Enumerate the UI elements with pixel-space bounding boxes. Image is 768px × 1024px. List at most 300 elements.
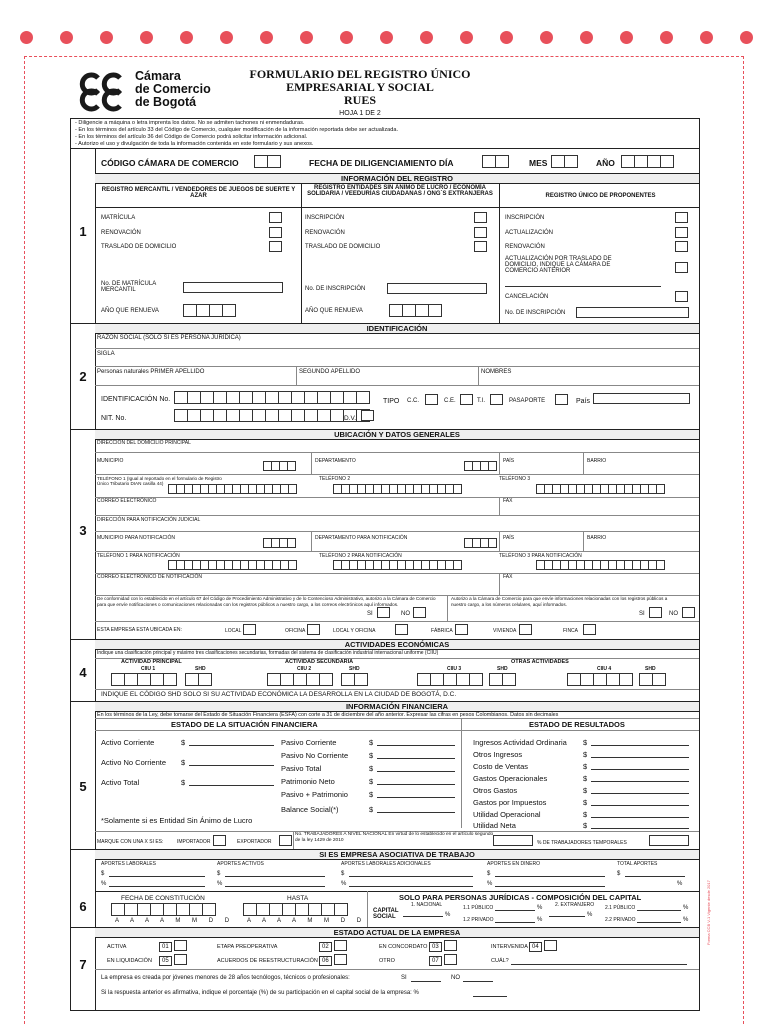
solo-title: SOLO PARA PERSONAS JURÍDICAS - COMPOSICIÓN DEL CAPITAL: [399, 893, 642, 902]
tel1-input[interactable]: [168, 484, 296, 494]
al-pct-input[interactable]: [109, 886, 205, 887]
shd1-label: SHD: [195, 666, 206, 672]
jov-no-input[interactable]: [463, 981, 493, 982]
nombres-label: NOMBRES: [481, 369, 512, 375]
section-5-title: INFORMACIÓN FINANCIERA: [95, 701, 699, 712]
c02-code: 02: [319, 942, 332, 952]
anc-input[interactable]: [189, 765, 274, 766]
finca-label: FINCA: [563, 628, 578, 634]
ala-pct-input[interactable]: [349, 886, 473, 887]
uo-input[interactable]: [591, 817, 689, 818]
og-input[interactable]: [591, 793, 689, 794]
teln2-input[interactable]: [333, 560, 461, 570]
section-2-number: 2: [79, 369, 87, 384]
p21-pct: %: [683, 905, 689, 911]
ta-input[interactable]: [625, 876, 685, 877]
fabrica-label: FÁBRICA: [431, 628, 453, 634]
ciiu2-label: CIIU 2: [297, 666, 312, 672]
esf-title: ESTADO DE LA SITUACIÓN FINANCIERA: [171, 720, 318, 729]
tel3-label: TELÉFONO 3: [499, 476, 531, 482]
conf2-no: NO: [669, 611, 678, 617]
hasta-input[interactable]: [243, 903, 347, 916]
depn-label: DEPARTAMENTO PARA NOTIFICACIÓN: [315, 535, 408, 541]
uo-label: Utilidad Operacional: [473, 810, 541, 819]
col1-item-2: RENOVACIÓN: [101, 230, 141, 236]
col2-year-input[interactable]: [389, 304, 441, 317]
pais-label: País: [576, 398, 591, 405]
go-cur: $: [583, 774, 588, 783]
vivienda-check[interactable]: [519, 624, 532, 635]
trab-input[interactable]: [493, 835, 533, 846]
tel2-label: TELÉFONO 2: [319, 476, 351, 482]
pas-check[interactable]: [555, 394, 568, 405]
shd-note: INDIQUE EL CÓDIGO SHD SOLO SI SU ACTIVIDAD ECONÓMICA LA DESARROLLA EN LA CIUDAD DE BOGOTÁ, D.C.: [101, 691, 457, 698]
nit-input[interactable]: [174, 409, 369, 422]
col3-check-4[interactable]: [675, 262, 688, 273]
section-6-number: 6: [79, 899, 87, 914]
year-input[interactable]: [621, 155, 673, 168]
col3-check-2[interactable]: [675, 227, 688, 238]
col2-item-1: INSCRIPCIÓN: [305, 215, 345, 221]
exp-check[interactable]: [279, 835, 292, 846]
bs-cur: $: [369, 805, 374, 814]
col2-check-2[interactable]: [474, 227, 487, 238]
razon-label: RAZÓN SOCIAL (SOLO SI ES PERSONA JURÍDICA): [97, 335, 241, 341]
ac-cur: $: [181, 738, 186, 747]
col3-title: REGISTRO ÚNICO DE PROPONENTES: [545, 193, 656, 199]
sheet-number: HOJA 1 DE 2: [339, 110, 381, 117]
sigla-label: SIGLA: [97, 351, 115, 357]
ap2-label: SEGUNDO APELLIDO: [299, 369, 361, 375]
shd4-input[interactable]: [639, 673, 665, 686]
nac-pct: %: [445, 912, 451, 918]
pp-label: Pasivo + Patrimonio: [281, 790, 348, 799]
ad-cur: $: [487, 871, 491, 877]
marque-label: MARQUE CON UNA X SI ES:: [97, 839, 164, 845]
at-label: Activo Total: [101, 778, 140, 787]
col2-item-2: RENOVACIÓN: [305, 230, 345, 236]
conf2-no-check[interactable]: [682, 607, 695, 618]
sol-note: *Solamente si es Entidad Sin Ánimo de Lucro: [101, 816, 253, 825]
col2-check-1[interactable]: [474, 212, 487, 223]
tel3-input[interactable]: [536, 484, 664, 494]
col3-check-1[interactable]: [675, 212, 688, 223]
teln2-label: TELÉFONO 2 PARA NOTIFICACIÓN: [319, 553, 402, 559]
otro-check[interactable]: [444, 954, 457, 965]
dv-label: D.V.: [344, 415, 357, 422]
col1-title: REGISTRO MERCANTIL / VENDEDORES DE JUEGOS DE SUERTE Y AZAR: [101, 187, 296, 199]
aa-cur: $: [217, 871, 221, 877]
ti-label: T.I.: [477, 398, 486, 404]
note-3: - En los términos del artículo 36 del Código de Comercio podrá solicitar información adicional.: [75, 134, 308, 140]
col2-year-label: AÑO QUE RENUEVA: [305, 308, 363, 314]
tel1-label: TELÉFONO 1 (Igual al reportado en el formulario de Registro Único Tributario DIAN casilla 44): [97, 476, 222, 486]
c01-code: 01: [159, 942, 172, 952]
lo-check[interactable]: [395, 624, 408, 635]
section-3-title: UBICACIÓN Y DATOS GENERALES: [95, 429, 699, 440]
imp-check[interactable]: [213, 835, 226, 846]
al-cur: $: [101, 871, 105, 877]
pais3-label: PAÍS: [503, 458, 515, 464]
activa-check[interactable]: [174, 940, 187, 951]
col1-check-3[interactable]: [269, 241, 282, 252]
pn-label: Patrimonio Neto: [281, 777, 335, 786]
col1-item-3: TRASLADO DE DOMICILIO: [101, 244, 177, 250]
section-6-title: SI ES EMPRESA ASOCIATIVA DE TRABAJO: [95, 849, 699, 860]
correo-label: CORREO ELECTRÓNICO: [97, 498, 157, 504]
munn-code[interactable]: [263, 538, 295, 548]
temp-input[interactable]: [649, 835, 689, 846]
p21-label: 2.1 PÚBLICO: [605, 905, 636, 911]
tel2-input[interactable]: [333, 484, 461, 494]
gi-cur: $: [583, 798, 588, 807]
lo-label: LOCAL Y OFICINA: [333, 628, 376, 634]
fc-format: A A A A M M D D: [115, 918, 235, 924]
ala-label: APORTES LABORALES ADICIONALES: [341, 861, 431, 867]
dir-label: DIRECCIÓN DEL DOMICILIO PRINCIPAL: [97, 440, 191, 446]
section-7-number: 7: [79, 957, 87, 972]
logo-icon: [78, 70, 130, 112]
faxn-label: FAX: [503, 574, 513, 580]
cual-label: CUÁL?: [491, 958, 509, 964]
etapa-check[interactable]: [334, 940, 347, 951]
shd2-input[interactable]: [341, 673, 367, 686]
aa-pct: %: [217, 881, 223, 887]
dirn-label: DIRECCIÓN PARA NOTIFICACIÓN JUDICIAL: [97, 517, 201, 523]
nac-input[interactable]: [403, 916, 443, 917]
barrio-label: BARRIO: [587, 458, 607, 464]
p12-input[interactable]: [495, 922, 535, 923]
liq-label: EN LIQUIDACIÓN: [107, 958, 152, 964]
ac-label: Activo Corriente: [101, 738, 155, 747]
section-4-number: 4: [79, 665, 87, 680]
cc-label: C.C.: [407, 398, 419, 404]
ciiu1-input[interactable]: [111, 673, 176, 686]
conf1-no: NO: [401, 611, 410, 617]
ta-label: TOTAL APORTES: [617, 861, 658, 867]
ciiu4-label: CIIU 4: [597, 666, 612, 672]
ciiu2-input[interactable]: [267, 673, 332, 686]
oficina-check[interactable]: [307, 624, 320, 635]
oi-label: Otros Ingresos: [473, 750, 523, 759]
resp-input[interactable]: [473, 996, 507, 997]
conf2-si-check[interactable]: [649, 607, 662, 618]
correon-label: CORREO ELECTRÓNICO DE NOTIFICACIÓN: [97, 574, 203, 580]
pc-label: Pasivo Corriente: [281, 738, 337, 747]
p12-pct: %: [537, 917, 543, 923]
col2-check-3[interactable]: [474, 241, 487, 252]
section-4-title: ACTIVIDADES ECONÓMICAS: [95, 639, 699, 650]
nac-label: 1. NACIONAL: [411, 902, 443, 908]
ubic-label: ESTA EMPRESA ESTA UBICADA EN:: [97, 627, 182, 633]
dep-code[interactable]: [464, 461, 496, 471]
finca-check[interactable]: [583, 624, 596, 635]
ciiu4-input[interactable]: [567, 673, 632, 686]
ext-input[interactable]: [549, 916, 585, 917]
jov-si-input[interactable]: [411, 981, 441, 982]
bs-input[interactable]: [377, 812, 455, 813]
tipo-label: TIPO: [383, 398, 400, 405]
jov-si: SI: [401, 975, 407, 981]
imp-label: IMPORTADOR: [177, 839, 211, 845]
go-input[interactable]: [591, 781, 689, 782]
teln3-input[interactable]: [536, 560, 664, 570]
at-input[interactable]: [189, 785, 274, 786]
trab-label: No. TRABAJADORES A NIVEL NACIONAL En virtud de lo establecido en el artículo segundo de la ley 1429 de 2010: [295, 832, 494, 843]
ident-input[interactable]: [174, 391, 369, 404]
hasta-label: HASTA: [287, 895, 309, 902]
pt-label: Pasivo Total: [281, 764, 322, 773]
activa-label: ACTIVA: [107, 944, 127, 950]
temp-label: % DE TRABAJADORES TEMPORALES: [537, 840, 627, 846]
ad-pct-input[interactable]: [495, 886, 605, 887]
indique-text: Indique una clasificación principal y máximo tres clasificaciones secundarias, formadas del sistema de clasificación industrial internacional uniforme (CIIU): [97, 650, 439, 656]
og-label: Otros Gastos: [473, 786, 518, 795]
pc-input[interactable]: [377, 745, 455, 746]
logo: [78, 70, 130, 112]
ce-check[interactable]: [460, 394, 473, 405]
conc-check[interactable]: [444, 940, 457, 951]
og-cur: $: [583, 786, 588, 795]
local-check[interactable]: [243, 624, 256, 635]
oi-input[interactable]: [591, 757, 689, 758]
act-sec-label: ACTIVIDAD SECUNDARIA: [285, 659, 354, 665]
teln3-label: TELÉFONO 3 PARA NOTIFICACIÓN: [499, 553, 582, 559]
note-1: - Diligencie a máquina o letra imprenta los datos. No se admiten tachones ni enmendaduras.: [75, 120, 305, 126]
c03-code: 03: [429, 942, 442, 952]
etapa-label: ETAPA PREOPERATIVA: [217, 944, 278, 950]
ala-input[interactable]: [349, 876, 473, 877]
acuerdo-check[interactable]: [334, 954, 347, 965]
act-prin-label: ACTIVIDAD PRINCIPAL: [121, 659, 182, 665]
col1-check-1[interactable]: [269, 212, 282, 223]
section-1-number: 1: [79, 224, 87, 239]
section-5-number: 5: [79, 779, 87, 794]
shd2-label: SHD: [349, 666, 360, 672]
pnc-input[interactable]: [377, 758, 455, 759]
cual-input[interactable]: [511, 964, 687, 965]
local-label: LOCAL: [225, 628, 242, 634]
col3-cancel: CANCELACIÓN: [505, 294, 549, 300]
col3-check-5[interactable]: [675, 291, 688, 302]
mun-code[interactable]: [263, 461, 295, 471]
vivienda-label: VIVIENDA: [493, 628, 517, 634]
day-input[interactable]: [482, 155, 508, 168]
conf1-text: De conformidad con lo establecido en el artículo 67 del Código de Procedimiento Administrativo y de lo Contencioso Administrativo, autorizo a la Cámara de Comercio para que envíe notificaciones o comunicaciones relacionadas con los registros públicos a nuestro cargo, a los correos electrónicos aquí informados.: [97, 596, 436, 607]
otro-label: OTRO: [379, 958, 395, 964]
anc-label: Activo No Corriente: [101, 758, 167, 767]
col1-num-input[interactable]: [183, 282, 283, 293]
pt-input[interactable]: [377, 771, 455, 772]
p12-label: 1.2 PRIVADO: [463, 917, 494, 923]
pnc-cur: $: [369, 751, 374, 760]
acuerdo-label: ACUERDOS DE REESTRUCTURACIÓN: [217, 958, 318, 964]
aa-pct-input[interactable]: [225, 886, 325, 887]
go-label: Gastos Operacionales: [473, 774, 548, 783]
teln1-label: TELÉFONO 1 PARA NOTIFICACIÓN: [97, 553, 180, 559]
conf1-si: SI: [367, 611, 373, 617]
teln1-input[interactable]: [168, 560, 296, 570]
c07-code: 07: [429, 956, 442, 966]
er-title: ESTADO DE RESULTADOS: [529, 720, 625, 729]
cv-input[interactable]: [591, 769, 689, 770]
ext-pct: %: [587, 912, 593, 918]
un-cur: $: [583, 821, 588, 830]
col3-check-3[interactable]: [675, 241, 688, 252]
ad-pct: %: [487, 881, 493, 887]
c06-code: 06: [319, 956, 332, 966]
note-4: - Autorizo el uso y divulgación de toda la información contenida en este formulario y sus anexos.: [75, 141, 314, 147]
col3-traslado: ACTUALIZACIÓN POR TRASLADO DE DOMICILIO, INDIQUE LA CÁMARA DE COMERCIO ANTERIOR: [505, 256, 612, 274]
col2-item-3: TRASLADO DE DOMICILIO: [305, 244, 381, 250]
pp-cur: $: [369, 790, 374, 799]
form-title: FORMULARIO DEL REGISTRO ÚNICO EMPRESARIAL Y SOCIAL RUES: [249, 67, 471, 107]
p11-pct: %: [537, 905, 543, 911]
month-label: MES: [529, 158, 548, 168]
col3-item-3: RENOVACIÓN: [505, 244, 545, 250]
ta-cur: $: [617, 871, 621, 877]
brand-name: Cámara de Comercio de Bogotá: [135, 69, 211, 109]
p22-label: 2.2 PRIVADO: [605, 917, 636, 923]
col1-check-2[interactable]: [269, 227, 282, 238]
code-label: CÓDIGO CÁMARA DE COMERCIO: [101, 158, 239, 168]
cv-label: Costo de Ventas: [473, 762, 529, 771]
al-pct: %: [101, 881, 107, 887]
ciiu3-input[interactable]: [417, 673, 482, 686]
oi-cur: $: [583, 750, 588, 759]
interv-label: INTERVENIDA: [491, 944, 528, 950]
resp-text: Si la respuesta anterior es afirmativa, indique el porcentaje (%) de su participación en el capital social de la empresa: %: [101, 990, 419, 996]
ac-input[interactable]: [189, 745, 274, 746]
pais-input[interactable]: [593, 393, 690, 404]
col3-num-input[interactable]: [576, 307, 689, 318]
ti-check[interactable]: [490, 394, 503, 405]
pc-cur: $: [369, 738, 374, 747]
conf2-text: Autorizo a la Cámara de Comercio para que envíe informaciones relacionadas con los registros públicos a nuestro cargo, a los números celulares, aquí informados.: [451, 596, 668, 607]
un-input[interactable]: [591, 828, 689, 829]
at-cur: $: [181, 778, 186, 787]
col3-item-2: ACTUALIZACIÓN: [505, 230, 554, 236]
ing-label: Ingresos Actividad Ordinaria: [473, 738, 567, 747]
side-form-code: Forma CCB V-1 Vigente desde 2017: [706, 880, 711, 945]
un-label: Utilidad Neta: [473, 821, 516, 830]
ala-cur: $: [341, 871, 345, 877]
oficina-label: OFICINA: [285, 628, 306, 634]
ala-pct: %: [341, 881, 347, 887]
shd3-label: SHD: [497, 666, 508, 672]
shd1-input[interactable]: [185, 673, 211, 686]
ext-label: 2. EXTRANJERO: [555, 902, 595, 908]
c05-code: 05: [159, 956, 172, 966]
dep-label: DEPARTAMENTO: [315, 458, 356, 464]
anc-cur: $: [181, 758, 186, 767]
col2-num-input[interactable]: [387, 283, 487, 294]
jov-text: La empresa es creada por jóvenes menores de 28 años tecnólogos, técnicos o profesionales:: [101, 975, 350, 981]
aa-input[interactable]: [225, 876, 325, 877]
munn-label: MUNICIPIO PARA NOTIFICACIÓN: [97, 535, 175, 541]
jov-no: NO: [451, 975, 460, 981]
exp-label: EXPORTADOR: [237, 839, 272, 845]
pp-input[interactable]: [377, 797, 455, 798]
p22-input[interactable]: [637, 922, 681, 923]
col3-num-label: No. DE INSCRIPCIÓN: [505, 310, 566, 316]
note-2: - En los términos del artículo 33 del Código de Comercio, cualquier modificación de la información reportada debe ser actualizada.: [75, 127, 399, 133]
col2-title: REGISTRO ENTIDADES SIN ÁNIMO DE LUCRO / ECONOMÍA SOLIDARIA / VEEDURÍAS CIUDADANAS / ONG´S EXTRANJERAS: [307, 185, 493, 197]
form: [70, 118, 700, 1011]
barrion-label: BARRIO: [587, 535, 607, 541]
col1-year-label: AÑO QUE RENUEVA: [101, 308, 159, 314]
code-input[interactable]: [254, 155, 280, 168]
otras-label: OTRAS ACTIVIDADES: [511, 659, 569, 665]
fc-label: FECHA DE CONSTITUCIÓN: [121, 895, 205, 902]
date-label: FECHA DE DILIGENCIAMIENTO DÍA: [309, 158, 454, 168]
col2-num-label: No. DE INSCRIPCIÓN: [305, 286, 366, 292]
pt-cur: $: [369, 764, 374, 773]
c04-code: 04: [529, 942, 542, 952]
pas-label: PASAPORTE: [509, 398, 546, 404]
cc-check[interactable]: [425, 394, 438, 405]
section-2-title: IDENTIFICACIÓN: [95, 323, 699, 334]
col3-camara-line[interactable]: [505, 286, 661, 287]
uo-cur: $: [583, 810, 588, 819]
paisn-label: PAÍS: [503, 535, 515, 541]
pn-input[interactable]: [377, 784, 455, 785]
conc-label: EN CONCORDATO: [379, 944, 428, 950]
dv-input[interactable]: [361, 410, 374, 421]
mun-label: MUNICIPIO: [97, 458, 124, 464]
ident-label: IDENTIFICACIÓN No.: [101, 396, 171, 403]
fabrica-check[interactable]: [455, 624, 468, 635]
ing-cur: $: [583, 738, 588, 747]
aa-label: APORTES ACTIVOS: [217, 861, 264, 867]
ad-input[interactable]: [495, 876, 605, 877]
ciiu3-label: CIIU 3: [447, 666, 462, 672]
month-input[interactable]: [551, 155, 577, 168]
col1-year-input[interactable]: [183, 304, 235, 317]
conf1-no-check[interactable]: [413, 607, 426, 618]
nit-label: NIT. No.: [101, 415, 127, 422]
p11-input[interactable]: [495, 910, 535, 911]
al-label: APORTES LABORALES: [101, 861, 156, 867]
gi-input[interactable]: [591, 805, 689, 806]
p22-pct: %: [683, 917, 689, 923]
section-1-title: INFORMACIÓN DEL REGISTRO: [95, 173, 699, 184]
ce-label: C.E.: [444, 398, 456, 404]
cap-label: CAPITAL SOCIAL: [373, 908, 399, 920]
ing-input[interactable]: [591, 745, 689, 746]
hasta-format: A A A A M M D D: [247, 918, 367, 924]
gi-label: Gastos por Impuestos: [473, 798, 547, 807]
col1-num-label: No. DE MATRÍCULA MERCANTIL: [101, 281, 156, 293]
section-7-title: ESTADO ACTUAL DE LA EMPRESA: [95, 927, 699, 938]
depn-code[interactable]: [464, 538, 496, 548]
p21-input[interactable]: [637, 910, 681, 911]
fc-input[interactable]: [111, 903, 215, 916]
interv-check[interactable]: [544, 940, 557, 951]
shd4-label: SHD: [645, 666, 656, 672]
col1-item-1: MATRÍCULA: [101, 215, 136, 221]
liq-check[interactable]: [174, 954, 187, 965]
pn-cur: $: [369, 777, 374, 786]
shd3-input[interactable]: [489, 673, 515, 686]
conf1-si-check[interactable]: [377, 607, 390, 618]
al-input[interactable]: [109, 876, 205, 877]
fin-note: En los términos de la Ley, debe tomarse del Estado de Situación Financiera (ESFA) con corte a 31 de diciembre del año anterior. Expresar las cifras en pesos Colombianos. Datos sin decimales: [97, 712, 559, 718]
ap1-label: Personas naturales PRIMER APELLIDO: [97, 369, 205, 375]
col3-item-1: INSCRIPCIÓN: [505, 215, 545, 221]
pnc-label: Pasivo No Corriente: [281, 751, 349, 760]
ta-pct: %: [677, 881, 683, 887]
